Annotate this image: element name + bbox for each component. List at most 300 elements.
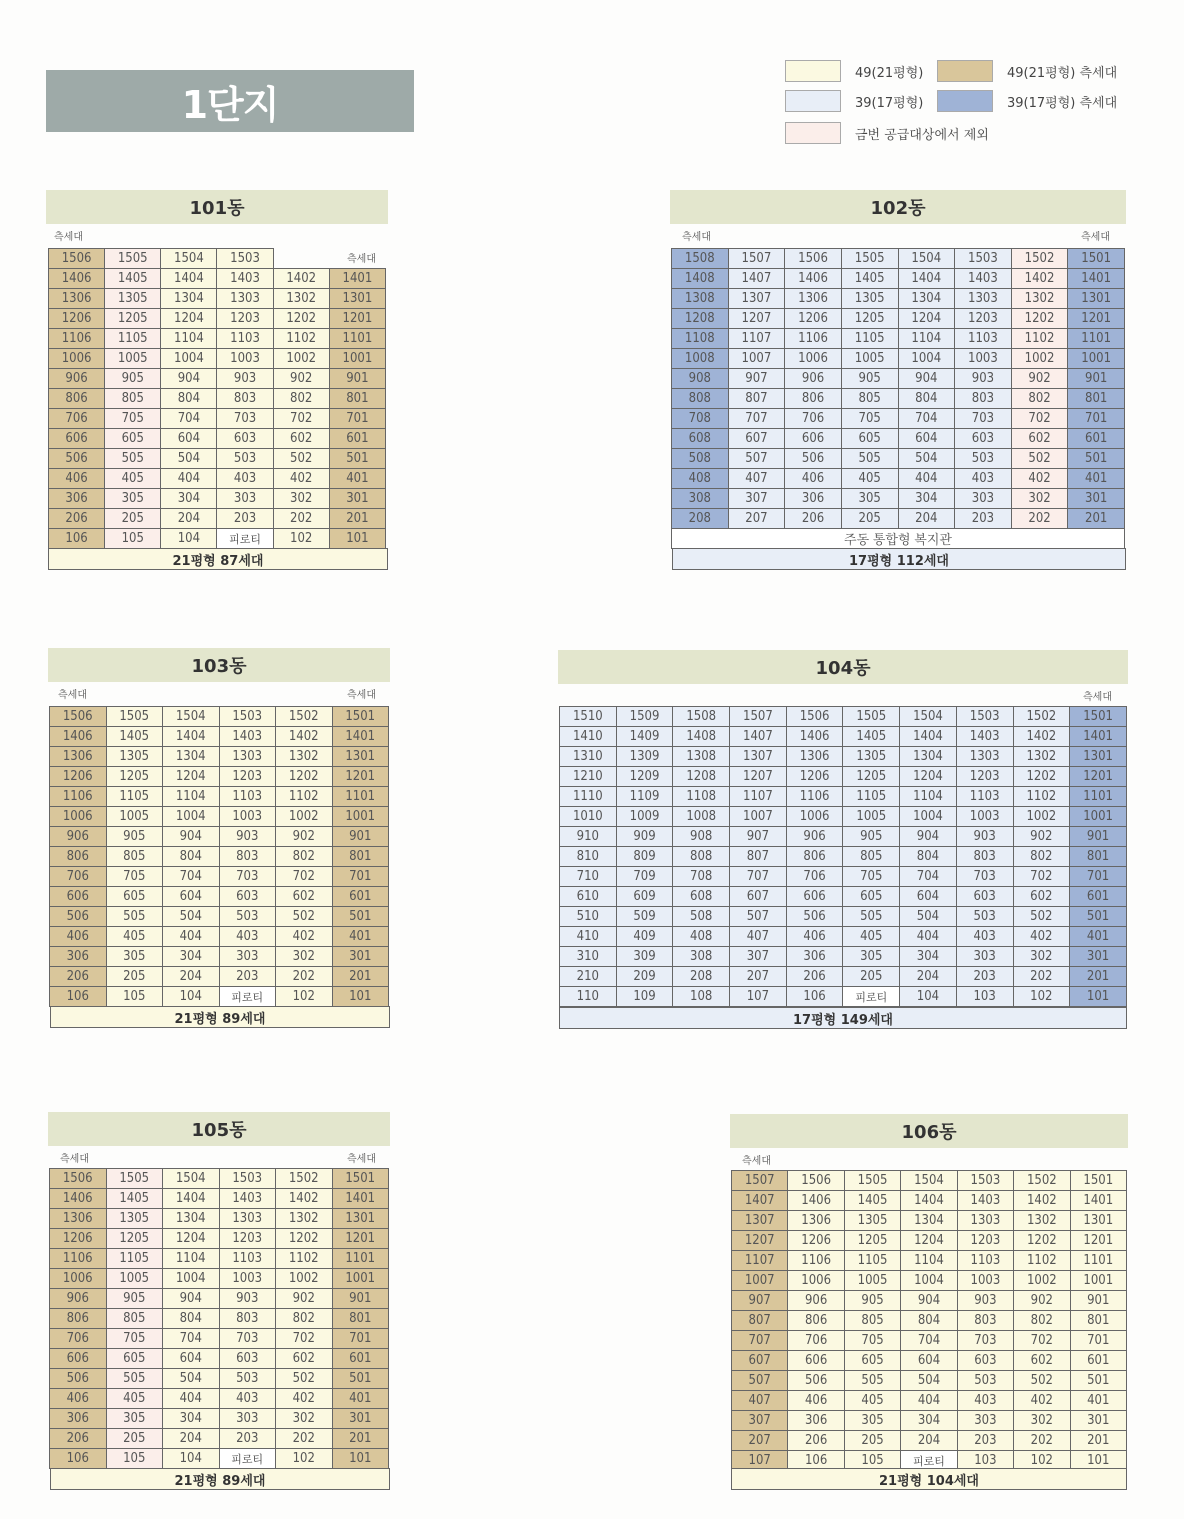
unit-cell: 1401	[329, 269, 385, 289]
unit-cell: 304	[900, 947, 957, 967]
legend-item-n17	[785, 90, 923, 112]
unit-cell: 604	[900, 887, 957, 907]
unit-cell: 1404	[163, 727, 220, 747]
unit-cell: 104	[163, 1449, 220, 1469]
unit-cell: 1301	[332, 747, 389, 767]
unit-cell: 602	[1013, 887, 1070, 907]
unit-grid	[48, 248, 386, 549]
unit-cell: 406	[788, 1391, 844, 1411]
floor-row	[50, 1409, 389, 1429]
unit-cell: 1004	[163, 807, 220, 827]
unit-cell: 507	[728, 449, 785, 469]
unit-cell: 206	[785, 509, 842, 529]
unit-cell: 701	[1068, 409, 1125, 429]
unit-cell: 1204	[900, 767, 957, 787]
unit-cell: 1405	[841, 269, 898, 289]
unit-cell: 1108	[672, 329, 729, 349]
unit-cell: 310	[560, 947, 617, 967]
unit-cell: 206	[786, 967, 843, 987]
unit-cell: 1106	[788, 1251, 844, 1271]
unit-cell: 1205	[105, 309, 161, 329]
floor-row	[50, 827, 389, 847]
unit-cell: 1005	[844, 1271, 900, 1291]
unit-cell: 1404	[901, 1191, 957, 1211]
unit-cell: 404	[163, 927, 220, 947]
unit-cell: 1109	[616, 787, 673, 807]
unit-cell: 807	[728, 389, 785, 409]
unit-cell: 1309	[616, 747, 673, 767]
unit-cell: 401	[1070, 1391, 1126, 1411]
unit-cell: 1009	[616, 807, 673, 827]
unit-cell: 906	[785, 369, 842, 389]
unit-cell: 701	[1070, 1331, 1126, 1351]
unit-cell: 1303	[957, 1211, 1013, 1231]
unit-cell: 702	[276, 867, 333, 887]
empty-cell	[273, 249, 329, 269]
floor-row	[560, 747, 1127, 767]
floor-row	[49, 489, 386, 509]
unit-cell: 1102	[1013, 787, 1070, 807]
floor-row	[672, 409, 1125, 429]
unit-cell: 808	[673, 847, 730, 867]
unit-cell: 501	[1068, 449, 1125, 469]
unit-cell: 1306	[785, 289, 842, 309]
unit-cell: 503	[219, 907, 276, 927]
unit-cell: 403	[957, 1391, 1013, 1411]
unit-cell: 404	[163, 1389, 220, 1409]
legend-label-n17: 39(17평형)	[855, 95, 924, 111]
unit-cell: 907	[730, 827, 787, 847]
unit-cell: 905	[105, 369, 161, 389]
side-unit-label-left: 측세대	[58, 690, 87, 701]
unit-cell: 1006	[788, 1271, 844, 1291]
side-unit-label-left: 측세대	[60, 1154, 89, 1165]
unit-cell: 502	[276, 1369, 333, 1389]
unit-cell: 604	[161, 429, 217, 449]
unit-cell: 904	[898, 369, 955, 389]
unit-cell: 1502	[276, 707, 333, 727]
unit-cell: 1106	[785, 329, 842, 349]
unit-cell: 1505	[844, 1171, 900, 1191]
unit-cell: 1005	[105, 349, 161, 369]
unit-cell: 1204	[161, 309, 217, 329]
unit-cell: 601	[1068, 429, 1125, 449]
unit-cell: 1107	[730, 787, 787, 807]
unit-cell: 102	[1013, 987, 1070, 1007]
unit-cell: 406	[786, 927, 843, 947]
unit-cell: 1504	[163, 707, 220, 727]
unit-cell: 806	[50, 847, 107, 867]
unit-cell: 304	[163, 1409, 220, 1429]
unit-cell: 1103	[956, 787, 1013, 807]
unit-cell: 703	[957, 1331, 1013, 1351]
unit-cell: 704	[900, 867, 957, 887]
unit-cell: 1206	[50, 1229, 107, 1249]
unit-cell: 301	[332, 947, 389, 967]
unit-cell: 905	[844, 1291, 900, 1311]
unit-cell: 1101	[1070, 787, 1127, 807]
unit-cell: 605	[841, 429, 898, 449]
unit-cell: 501	[332, 1369, 389, 1389]
unit-cell: 407	[728, 469, 785, 489]
unit-cell: 1304	[900, 747, 957, 767]
unit-cell: 608	[672, 429, 729, 449]
unit-cell: 505	[843, 907, 900, 927]
unit-cell: 208	[672, 509, 729, 529]
unit-cell: 907	[728, 369, 785, 389]
unit-cell: 706	[50, 867, 107, 887]
unit-cell: 507	[732, 1371, 788, 1391]
unit-cell: 1007	[728, 349, 785, 369]
unit-cell: 1206	[50, 767, 107, 787]
unit-cell: 706	[50, 1329, 107, 1349]
unit-cell: 703	[217, 409, 273, 429]
unit-cell: 401	[329, 469, 385, 489]
unit-cell: 1207	[730, 767, 787, 787]
unit-cell: 602	[1014, 1351, 1070, 1371]
unit-cell: 301	[329, 489, 385, 509]
side-unit-label-right: 측세대	[347, 1154, 376, 1165]
floor-row	[732, 1351, 1127, 1371]
unit-cell: 403	[217, 469, 273, 489]
unit-cell: 1402	[1011, 269, 1068, 289]
unit-cell: 202	[276, 1429, 333, 1449]
unit-cell: 1102	[276, 787, 333, 807]
unit-cell: 402	[276, 927, 333, 947]
unit-cell: 308	[672, 489, 729, 509]
unit-cell: 804	[163, 847, 220, 867]
unit-cell: 506	[786, 907, 843, 927]
unit-cell: 1104	[161, 329, 217, 349]
unit-cell: 804	[161, 389, 217, 409]
unit-cell: 102	[273, 529, 329, 549]
unit-cell: 408	[672, 469, 729, 489]
unit-cell: 302	[1013, 947, 1070, 967]
unit-cell: 204	[163, 967, 220, 987]
floor-row	[49, 449, 386, 469]
unit-cell: 303	[219, 1409, 276, 1429]
unit-cell: 1108	[673, 787, 730, 807]
legend-swatch-s17	[937, 90, 993, 112]
floor-row	[560, 947, 1127, 967]
unit-cell: 104	[900, 987, 957, 1007]
unit-cell: 407	[732, 1391, 788, 1411]
unit-cell: 1002	[1013, 807, 1070, 827]
unit-cell: 407	[730, 927, 787, 947]
unit-cell: 705	[106, 867, 163, 887]
unit-cell: 806	[785, 389, 842, 409]
unit-cell: 1407	[730, 727, 787, 747]
unit-cell: 705	[841, 409, 898, 429]
unit-cell: 1106	[786, 787, 843, 807]
unit-cell: 1504	[901, 1171, 957, 1191]
unit-cell: 902	[1011, 369, 1068, 389]
unit-cell: 206	[50, 967, 107, 987]
floor-row	[50, 1169, 389, 1189]
unit-cell: 602	[276, 1349, 333, 1369]
unit-cell: 1503	[217, 249, 273, 269]
unit-cell: 705	[106, 1329, 163, 1349]
unit-cell: 1509	[616, 707, 673, 727]
unit-cell: 1204	[898, 309, 955, 329]
unit-cell: 906	[50, 827, 107, 847]
unit-cell: 1004	[163, 1269, 220, 1289]
unit-cell: 710	[560, 867, 617, 887]
floor-row	[672, 269, 1125, 289]
unit-cell: 802	[1013, 847, 1070, 867]
unit-cell: 707	[732, 1331, 788, 1351]
unit-cell: 1501	[1070, 1171, 1126, 1191]
unit-cell: 601	[332, 1349, 389, 1369]
unit-cell: 903	[955, 369, 1012, 389]
unit-cell: 806	[49, 389, 105, 409]
unit-cell: 705	[844, 1331, 900, 1351]
unit-cell: 404	[161, 469, 217, 489]
unit-cell: 702	[276, 1329, 333, 1349]
floor-row	[732, 1311, 1127, 1331]
floor-row	[50, 1189, 389, 1209]
unit-cell: 1506	[50, 1169, 107, 1189]
unit-cell: 301	[1068, 489, 1125, 509]
floor-row	[50, 1229, 389, 1249]
building-106	[730, 1114, 1128, 1496]
building-103	[48, 648, 390, 1030]
unit-cell: 805	[106, 847, 163, 867]
unit-cell: 805	[841, 389, 898, 409]
unit-cell: 904	[900, 827, 957, 847]
unit-cell: 1005	[843, 807, 900, 827]
unit-cell: 602	[276, 887, 333, 907]
unit-cell: 304	[161, 489, 217, 509]
unit-cell: 301	[1070, 947, 1127, 967]
unit-cell: 1201	[1070, 1231, 1126, 1251]
unit-cell: 803	[219, 847, 276, 867]
unit-cell: 305	[841, 489, 898, 509]
unit-cell: 307	[730, 947, 787, 967]
floor-row	[732, 1431, 1127, 1451]
unit-cell: 1305	[106, 1209, 163, 1229]
unit-cell: 204	[163, 1429, 220, 1449]
unit-cell: 309	[616, 947, 673, 967]
unit-cell: 1202	[276, 767, 333, 787]
unit-cell: 902	[1013, 827, 1070, 847]
unit-cell: 209	[616, 967, 673, 987]
floor-row	[672, 329, 1125, 349]
unit-cell: 303	[955, 489, 1012, 509]
unit-cell: 205	[841, 509, 898, 529]
unit-cell: 304	[898, 489, 955, 509]
floor-row	[672, 429, 1125, 449]
floor-row	[50, 787, 389, 807]
unit-cell: 902	[276, 1289, 333, 1309]
floor-row	[732, 1251, 1127, 1271]
unit-cell: 306	[50, 1409, 107, 1429]
unit-cell: 101	[332, 987, 389, 1007]
note-row	[672, 529, 1125, 549]
unit-cell: 708	[672, 409, 729, 429]
unit-cell: 305	[106, 1409, 163, 1429]
unit-cell: 607	[728, 429, 785, 449]
unit-cell: 1103	[219, 787, 276, 807]
unit-cell: 504	[163, 1369, 220, 1389]
unit-cell: 1508	[672, 249, 729, 269]
unit-cell: 1506	[788, 1171, 844, 1191]
unit-cell: 505	[106, 907, 163, 927]
unit-cell: 306	[786, 947, 843, 967]
unit-cell: 1301	[1068, 289, 1125, 309]
unit-cell: 205	[106, 967, 163, 987]
unit-cell: 1302	[276, 747, 333, 767]
unit-cell: 203	[217, 509, 273, 529]
building-footer: 17평형 112세대	[672, 548, 1126, 570]
unit-cell: 1306	[49, 289, 105, 309]
floor-row	[50, 1209, 389, 1229]
unit-cell: 1105	[106, 787, 163, 807]
unit-cell: 1004	[901, 1271, 957, 1291]
unit-cell: 403	[219, 927, 276, 947]
unit-cell: 305	[844, 1411, 900, 1431]
unit-cell: 1402	[276, 1189, 333, 1209]
unit-cell: 404	[898, 469, 955, 489]
unit-cell: 807	[730, 847, 787, 867]
unit-cell: 505	[841, 449, 898, 469]
unit-cell: 504	[898, 449, 955, 469]
unit-cell: 1505	[106, 1169, 163, 1189]
unit-cell: 706	[785, 409, 842, 429]
unit-cell: 306	[49, 489, 105, 509]
unit-cell: 803	[955, 389, 1012, 409]
unit-cell: 1002	[1014, 1271, 1070, 1291]
floor-row	[672, 469, 1125, 489]
welfare-center-note: 주동 통합형 복지관	[672, 529, 1125, 549]
unit-cell: 1504	[900, 707, 957, 727]
unit-cell: 604	[163, 1349, 220, 1369]
unit-cell: 105	[106, 1449, 163, 1469]
unit-cell: 1304	[898, 289, 955, 309]
unit-cell: 201	[1070, 967, 1127, 987]
floor-row	[672, 349, 1125, 369]
unit-cell: 1502	[1014, 1171, 1070, 1191]
unit-cell: 606	[785, 429, 842, 449]
unit-cell: 1101	[1068, 329, 1125, 349]
unit-cell: 1005	[106, 1269, 163, 1289]
unit-cell: 503	[955, 449, 1012, 469]
floor-row	[50, 947, 389, 967]
unit-cell: 707	[728, 409, 785, 429]
unit-cell: 1307	[730, 747, 787, 767]
floor-row	[672, 289, 1125, 309]
floor-row	[50, 1429, 389, 1449]
unit-cell: 1305	[844, 1211, 900, 1231]
unit-cell: 702	[273, 409, 329, 429]
unit-cell: 1008	[673, 807, 730, 827]
unit-cell: 108	[673, 987, 730, 1007]
floor-row	[49, 409, 386, 429]
unit-cell: 1006	[50, 807, 107, 827]
unit-cell: 302	[1011, 489, 1068, 509]
unit-cell: 804	[898, 389, 955, 409]
unit-cell: 1001	[332, 1269, 389, 1289]
legend-label-n21: 49(21평형)	[855, 65, 924, 81]
floor-row	[50, 1389, 389, 1409]
unit-cell: 201	[1068, 509, 1125, 529]
unit-cell: 303	[956, 947, 1013, 967]
floor-row	[560, 887, 1127, 907]
unit-cell: 706	[786, 867, 843, 887]
unit-cell: 408	[673, 927, 730, 947]
unit-cell: 1104	[901, 1251, 957, 1271]
floor-row	[49, 289, 386, 309]
unit-cell: 1001	[1068, 349, 1125, 369]
unit-cell: 1301	[329, 289, 385, 309]
unit-cell: 1105	[106, 1249, 163, 1269]
unit-cell: 704	[163, 867, 220, 887]
unit-cell: 303	[957, 1411, 1013, 1431]
unit-cell: 805	[106, 1309, 163, 1329]
unit-cell: 1405	[106, 1189, 163, 1209]
unit-cell: 205	[105, 509, 161, 529]
unit-cell: 1303	[217, 289, 273, 309]
floor-row	[560, 927, 1127, 947]
unit-cell: 204	[900, 967, 957, 987]
legend-item-s17	[937, 90, 1117, 112]
unit-cell: 105	[844, 1451, 900, 1471]
unit-cell: 1203	[219, 767, 276, 787]
unit-cell: 501	[329, 449, 385, 469]
unit-cell: 308	[673, 947, 730, 967]
unit-cell: 802	[276, 847, 333, 867]
unit-cell: 1501	[332, 707, 389, 727]
unit-cell: 1001	[329, 349, 385, 369]
unit-cell: 506	[49, 449, 105, 469]
unit-cell: 1506	[49, 249, 105, 269]
unit-cell: 1502	[1013, 707, 1070, 727]
floor-row	[50, 1289, 389, 1309]
unit-cell: 1301	[1070, 1211, 1126, 1231]
unit-cell: 804	[900, 847, 957, 867]
unit-cell: 302	[276, 947, 333, 967]
unit-cell: 505	[105, 449, 161, 469]
floor-row	[560, 827, 1127, 847]
unit-cell: 1310	[560, 747, 617, 767]
unit-cell: 1306	[50, 1209, 107, 1229]
unit-cell: 901	[1070, 827, 1127, 847]
unit-cell: 606	[49, 429, 105, 449]
unit-cell: 901	[332, 827, 389, 847]
unit-cell: 302	[276, 1409, 333, 1429]
unit-cell: 1205	[106, 767, 163, 787]
side-unit-label-left: 측세대	[742, 1156, 771, 1167]
unit-cell: 1204	[163, 1229, 220, 1249]
unit-cell: 1403	[957, 1191, 1013, 1211]
unit-cell: 504	[900, 907, 957, 927]
unit-cell: 902	[273, 369, 329, 389]
unit-cell: 1202	[276, 1229, 333, 1249]
unit-cell: 708	[673, 867, 730, 887]
unit-cell: 1106	[49, 329, 105, 349]
side-unit-label-right: 측세대	[1081, 232, 1110, 243]
unit-cell: 307	[732, 1411, 788, 1431]
floor-row	[49, 529, 386, 549]
unit-cell: 1304	[163, 747, 220, 767]
unit-cell: 1401	[332, 1189, 389, 1209]
unit-cell: 110	[560, 987, 617, 1007]
unit-cell: 601	[1070, 887, 1127, 907]
unit-cell: 1201	[332, 767, 389, 787]
unit-cell: 1402	[273, 269, 329, 289]
unit-cell: 802	[1014, 1311, 1070, 1331]
unit-cell: 201	[332, 1429, 389, 1449]
